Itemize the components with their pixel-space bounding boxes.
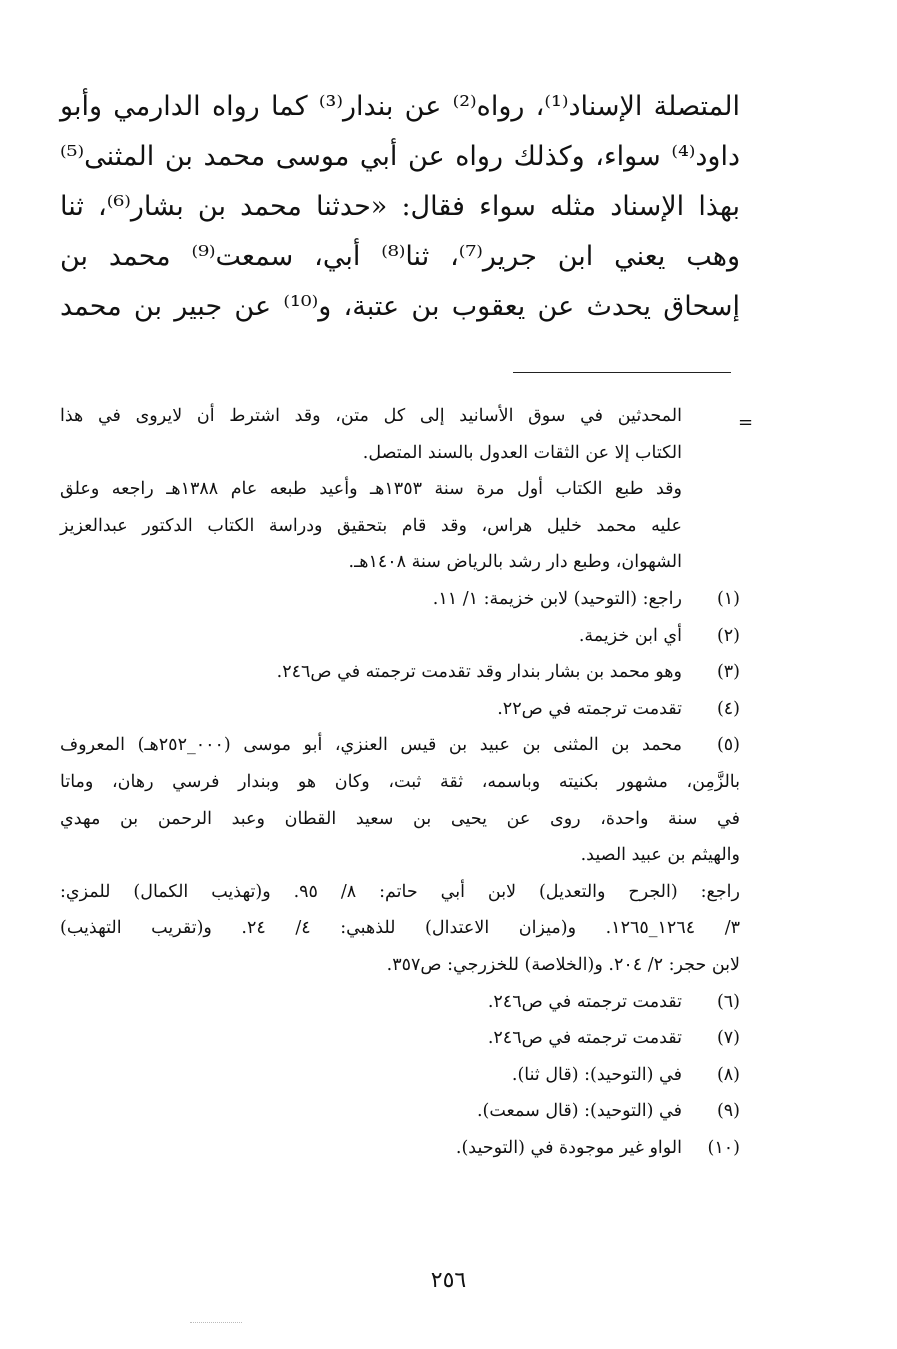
footnote-5-line: بالزَّمِن، مشهور بكنيته وباسمه، ثقة ثبت، وكان هو وبندار فرسي رهان، وماتا (60, 771, 740, 792)
continued-note-line: عليه محمد خليل هراس، وقد قام بتحقيق ودراسة الكتاب الدكتور عبدالعزيز (60, 515, 682, 536)
footnote-text: وهو محمد بن بشار بندار وقد تقدمت ترجمته في ص٢٤٦. (276, 662, 682, 683)
footnote-text: في (التوحيد): (قال ثنا). (511, 1064, 682, 1085)
footnote-number: (٥) (716, 735, 740, 756)
footnote-text: أي ابن خزيمة. (578, 625, 682, 646)
footnote-separator (513, 372, 731, 373)
continued-note-line: الكتاب إلا عن الثقات العدول بالسند المتصل. (362, 442, 682, 463)
footnote-number: (٨) (716, 1064, 740, 1085)
footnote-5-line: راجع: (الجرح والتعديل) لابن أبي حاتم: ٨/ ٩٥. و(تهذيب الكمال) للمزي: (60, 881, 740, 902)
footnote-number: (٢) (716, 625, 740, 646)
footnote-5-line: في سنة واحدة، روى عن يحيى بن سعيد القطان وعبد الرحمن بن مهدي (60, 808, 740, 829)
page-number: ٢٥٦ (430, 1268, 467, 1293)
footnote-2 (60, 618, 740, 655)
continuation-mark: = (738, 412, 754, 433)
continued-note-line: الشهوان، وطبع دار رشد بالرياض سنة ١٤٠٨هـ. (348, 552, 682, 573)
footnote-6 (60, 984, 740, 1021)
footnote-7 (60, 1020, 740, 1057)
footnote-number: (٩) (716, 1101, 740, 1122)
footnote-1 (60, 581, 740, 618)
footnote-text: راجع: (التوحيد) لابن خزيمة: ١/ ١١. (432, 588, 682, 609)
footnote-number: (٧) (716, 1028, 740, 1049)
footnote-number: (٤) (716, 698, 740, 719)
footnote-number: (١) (716, 588, 740, 609)
main-text (60, 82, 740, 332)
footnote-text: الواو غير موجودة في (التوحيد). (455, 1137, 682, 1158)
footnote-10 (60, 1130, 740, 1167)
continued-note-line: وقد طبع الكتاب أول مرة سنة ١٣٥٣هـ وأعيد طبعه عام ١٣٨٨هـ راجعه وعلق (60, 479, 683, 500)
footnote-text: محمد بن المثنى بن عبيد بن قيس العنزي، أبو موسى (٠٠٠_٢٥٢هـ) المعروف (60, 735, 683, 756)
body-line: بهذا الإسناد مثله سواء فقال: «حدثنا محمد بن بشار⁽⁶⁾، ثنا (60, 191, 740, 222)
footnote-5-line: والهيثم بن عبيد الصيد. (580, 845, 740, 866)
footnote-8 (60, 1057, 740, 1094)
footnote-number: (١٠) (707, 1137, 740, 1158)
footnote-text: تقدمت ترجمته في ص٢٤٦. (487, 1028, 682, 1049)
footnote-5 (60, 727, 740, 764)
body-line: إسحاق يحدث عن يعقوب بن عتبة، و⁽¹⁰⁾ عن جبير بن محمد (60, 291, 741, 322)
scan-artifact (190, 1322, 242, 1323)
footnote-3 (60, 654, 740, 691)
footnotes (60, 398, 740, 1166)
footnote-9 (60, 1093, 740, 1130)
footnote-5-line: ٣/ ١٢٦٤_١٢٦٥. و(ميزان الاعتدال) للذهبي: ٤/ ٢٤. و(تقريب التهذيب) (60, 918, 740, 939)
body-line: وهب يعني ابن جرير⁽⁷⁾، ثنا⁽⁸⁾ أبي، سمعت⁽⁹⁾ محمد بن (60, 241, 740, 272)
footnote-text: في (التوحيد): (قال سمعت). (476, 1101, 682, 1122)
body-line: المتصلة الإسناد⁽¹⁾، رواه⁽²⁾ عن بندار⁽³⁾ كما رواه الدارمي وأبو (60, 91, 740, 122)
footnote-number: (٦) (716, 991, 740, 1012)
footnote-text: تقدمت ترجمته في ص٢٤٦. (487, 991, 682, 1012)
footnote-number: (٣) (716, 662, 740, 683)
continued-note-line: المحدثين في سوق الأسانيد إلى كل متن، وقد اشترط أن لايروى في هذا (60, 406, 682, 426)
footnote-5-line: لابن حجر: ٢/ ٢٠٤. و(الخلاصة) للخزرجي: ص٣٥٧. (386, 954, 740, 975)
footnote-text: تقدمت ترجمته في ص٢٢. (497, 698, 682, 719)
footnote-4 (60, 691, 740, 728)
body-line: داود⁽⁴⁾ سواء، وكذلك رواه عن أبي موسى محمد بن المثنى⁽⁵⁾ (60, 141, 740, 172)
